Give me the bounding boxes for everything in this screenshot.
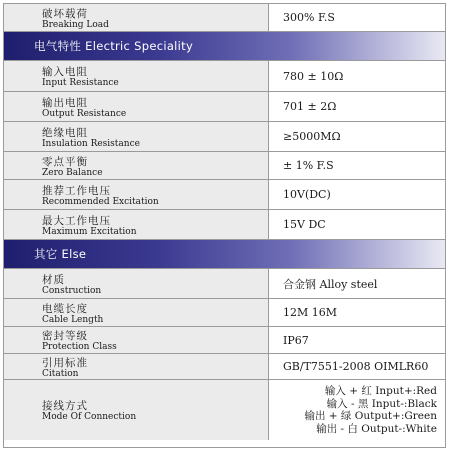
label-en: Maximum Excitation	[42, 226, 137, 237]
spec-value: 780 ± 10Ω	[283, 69, 344, 83]
spec-value: ± 1% F.S	[283, 159, 334, 172]
spec-label	[4, 122, 269, 151]
label-en: Zero Balance	[42, 167, 103, 178]
spec-label	[4, 354, 269, 379]
label-cn: 电缆长度	[42, 302, 88, 315]
spec-label	[4, 327, 269, 353]
label-cn: 引用标准	[42, 356, 88, 369]
label-cn: 绝缘电阻	[42, 126, 88, 139]
label-cn: 输出电阻	[42, 96, 88, 109]
spec-row-protection-class	[4, 327, 445, 354]
spec-row-output-resistance	[4, 92, 445, 122]
spec-label	[4, 180, 269, 209]
label-cn: 推荐工作电压	[42, 184, 111, 197]
label-en: Construction	[42, 285, 102, 296]
connection-line: 输入 - 黑 Input-:Black	[326, 397, 437, 410]
label-en: Insulation Resistance	[42, 138, 140, 149]
label-cn: 接线方式	[42, 400, 88, 412]
label-cn: 输入电阻	[42, 66, 88, 78]
label-cn: 零点平衡	[42, 155, 88, 168]
label-en: Protection Class	[42, 342, 117, 352]
spec-value: 合金钢 Alloy steel	[283, 277, 378, 291]
spec-value: 300% F.S	[283, 11, 335, 24]
spec-value: GB/T7551-2008 OIMLR60	[283, 360, 429, 373]
connection-values	[269, 380, 445, 440]
spec-label	[4, 61, 269, 91]
label-cn: 破坏载荷	[42, 7, 88, 20]
spec-value: IP67	[283, 333, 309, 347]
label-cn: 密封等级	[42, 330, 88, 342]
connection-line: 输出 + 绿 Output+:Green	[304, 410, 437, 422]
spec-value: 12M 16M	[283, 306, 338, 319]
label-en: Mode Of Connection	[42, 412, 137, 422]
section-header-else: 其它 Else	[4, 240, 445, 269]
label-cn: 最大工作电压	[42, 214, 111, 227]
label-cn: 材质	[42, 273, 65, 286]
spec-value: 701 ± 2Ω	[283, 100, 337, 113]
spec-label	[4, 299, 269, 326]
spec-label	[4, 92, 269, 121]
spec-row-citation	[4, 354, 445, 380]
label-en: Input Resistance	[42, 78, 119, 88]
spec-value: ≥5000MΩ	[283, 130, 341, 143]
spec-row-connection	[4, 380, 445, 440]
spec-table	[3, 3, 446, 448]
spec-row-maximum-excitation	[4, 210, 445, 240]
label-en: Cable Length	[42, 314, 104, 325]
connection-line: 输出 - 白 Output-:White	[316, 422, 437, 435]
label-en: Breaking Load	[42, 19, 109, 30]
spec-label	[4, 4, 269, 31]
spec-row-construction	[4, 269, 445, 299]
spec-row-cable-length	[4, 299, 445, 327]
spec-value: 15V DC	[283, 218, 326, 231]
section-header-electric: 电气特性 Electric Speciality	[4, 32, 445, 61]
label-en: Output Resistance	[42, 108, 127, 119]
spec-row-input-resistance	[4, 61, 445, 92]
connection-line: 输入 + 红 Input+:Red	[324, 385, 437, 397]
spec-row-recommended-excitation	[4, 180, 445, 210]
spec-label	[4, 210, 269, 239]
spec-label	[4, 269, 269, 298]
spec-row-zero-balance	[4, 152, 445, 180]
spec-value: 10V(DC)	[283, 188, 331, 201]
spec-row-breaking-load	[4, 4, 445, 32]
label-en: Recommended Excitation	[42, 196, 159, 207]
label-en: Citation	[42, 368, 79, 379]
spec-row-insulation-resistance	[4, 122, 445, 152]
spec-label	[4, 380, 269, 440]
spec-label	[4, 152, 269, 179]
